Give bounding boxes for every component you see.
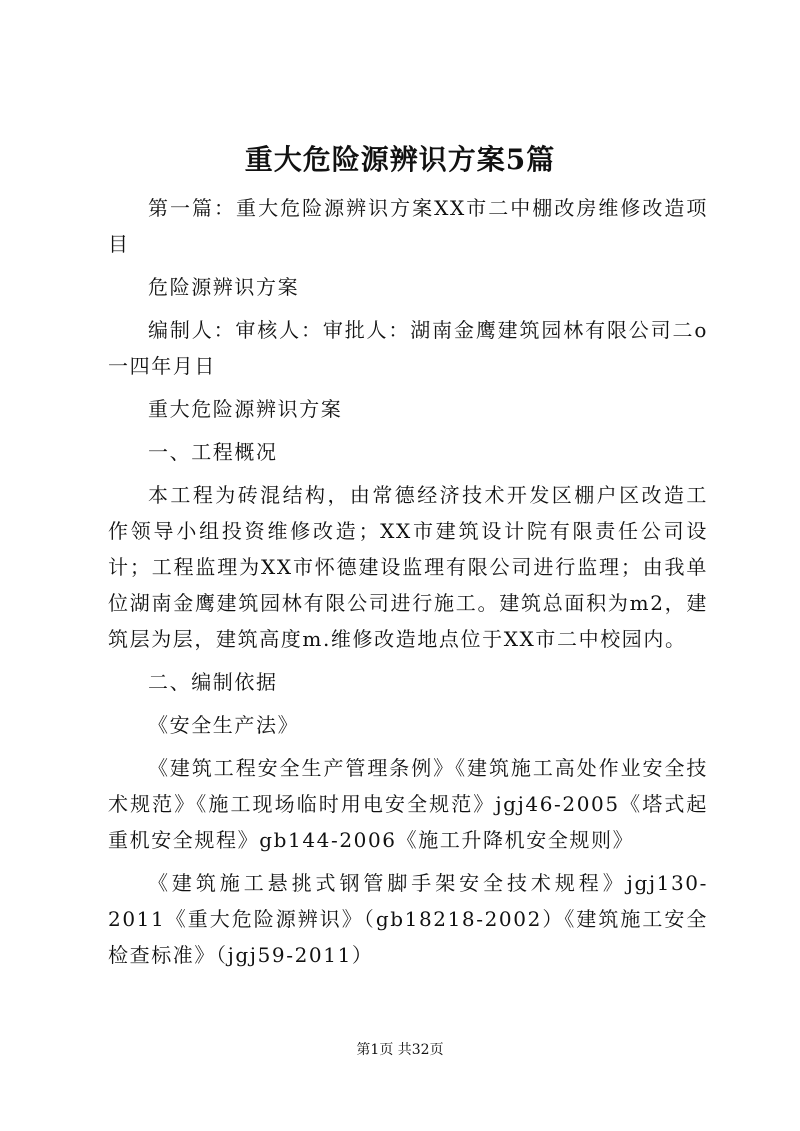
paragraph-10: 《建筑施工悬挑式钢管脚手架安全技术规程》jgj130-2011《重大危险源辨识》（gb18218-2002）《建筑施工安全检查标准》（jgj59-2011） [108,871,708,967]
paragraph-3: 编制人：审核人：审批人：湖南金鹰建筑园林有限公司二o一四年月日 [108,318,708,378]
paragraph-7: 二、编制依据 [148,670,278,694]
paragraph-6: 本工程为砖混结构，由常德经济技术开发区棚户区改造工作领导小组投资维修改造；XX市建筑设计院有限责任公司设计；工程监理为XX市怀德建设监理有限公司进行监理；由我单位湖南金鹰建筑园林有限公司进行施工。建筑总面积为m2，建筑层为层，建筑高度m.维修改造地点位于XX市二中校园内。 [108,483,708,651]
paragraph-9: 《建筑工程安全生产管理条例》《建筑施工高处作业安全技术规范》《施工现场临时用电安全规范》jgj46-2005《塔式起重机安全规程》gb144-2006《施工升降机安全规则》 [108,756,708,852]
page-footer: 第1页 共32页 [356,1042,444,1058]
paragraph-5: 一、工程概况 [148,440,278,464]
document-title: 重大危险源辨识方案5篇 [244,143,556,176]
paragraph-2: 危险源辨识方案 [148,275,300,299]
document-body [108,190,708,973]
paragraph-4: 重大危险源辨识方案 [148,397,343,421]
paragraph-8: 《安全生产法》 [148,713,300,737]
paragraph-1: 第一篇：重大危险源辨识方案XX市二中棚改房维修改造项目 [108,196,708,256]
